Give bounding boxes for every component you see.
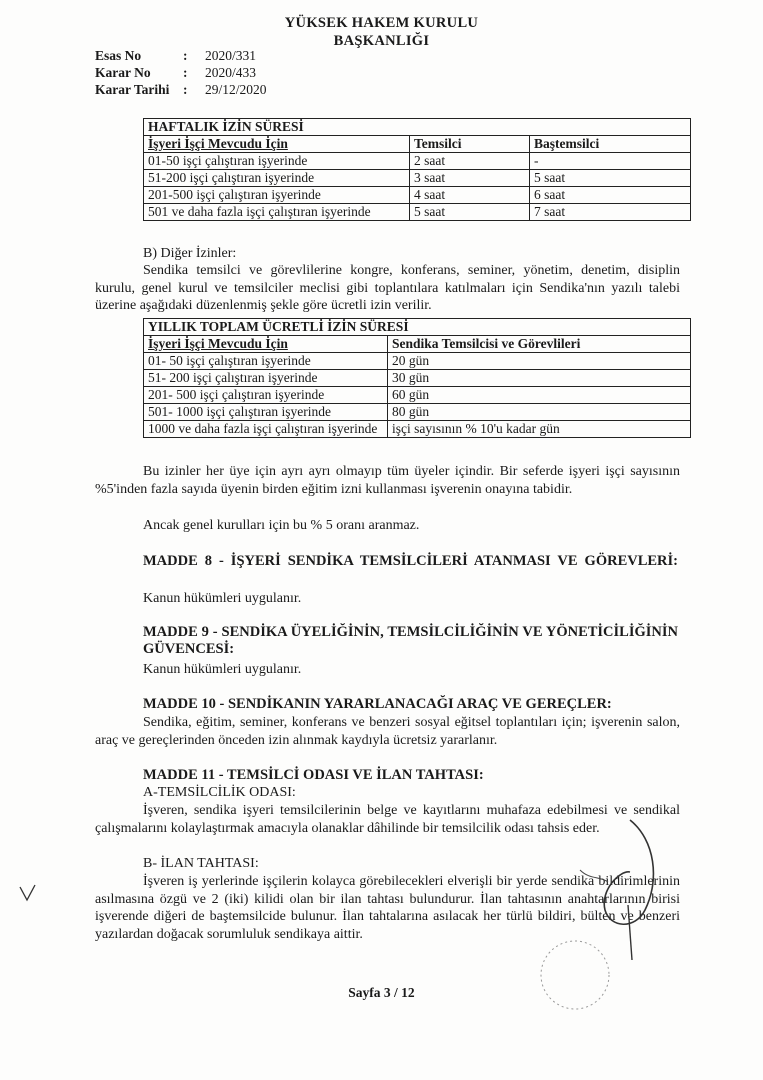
article-9-title: MADDE 9 - SENDİKA ÜYELİĞİNİN, TEMSİLCİLİĞİNİN VE YÖNETİCİLİĞİNİN GÜVENCESİ: — [143, 624, 678, 657]
table-cell: 4 saat — [410, 187, 530, 204]
table-cell: 60 gün — [388, 387, 691, 404]
table-cell: 80 gün — [388, 404, 691, 421]
table-cell: 501- 1000 işçi çalıştıran işyerinde — [144, 404, 388, 421]
table-cell: 20 gün — [388, 353, 691, 370]
article-11-title: MADDE 11 - TEMSİLCİ ODASI VE İLAN TAHTASI: — [143, 767, 484, 783]
table-cell: 01- 50 işçi çalıştıran işyerinde — [144, 353, 388, 370]
column-header: Baştemsilci — [530, 136, 691, 153]
column-header: Sendika Temsilcisi ve Görevlileri — [388, 336, 691, 353]
table-cell: 6 saat — [530, 187, 691, 204]
article-11-sub-a: A-TEMSİLCİLİK ODASI: — [143, 785, 296, 800]
table-row — [144, 204, 691, 221]
table-title: HAFTALIK İZİN SÜRESİ — [144, 119, 691, 136]
section-b-paragraph: Sendika temsilci ve görevlilerine kongre, konferans, seminer, yönetim, denetim, disiplin kurulu, genel kurul ve temsilciler meclisi gibi toplantılara katılmaları için Sendika'nın yazılı talebi üzerine aşağıdaki düzenlenmiş şekle göre ücretli izin verilir. — [95, 263, 680, 313]
article-11-paragraph-a: İşveren, sendika işyeri temsilcilerinin belge ve kayıtlarını muhafaza edebilmesi ve sendikal çalışmalarını kolaylaştırmak amacıyla olanaklar dâhilinde bir temsilcilik odası tahsis eder. — [95, 803, 680, 836]
section-b-heading: B) Diğer İzinler: — [143, 246, 237, 261]
table-cell: işçi sayısının % 10'u kadar gün — [388, 421, 691, 438]
table-cell: 201- 500 işçi çalıştıran işyerinde — [144, 387, 388, 404]
meta-label: Karar Tarihi — [95, 82, 170, 97]
meta-value: 2020/331 — [205, 48, 257, 63]
article-10-title: MADDE 10 - SENDİKANIN YARARLANACAĞI ARAÇ VE GEREÇLER: — [143, 696, 612, 712]
quorum-note-paragraph: Ancak genel kurulları için bu % 5 oranı aranmaz. — [143, 518, 420, 533]
department-title: BAŞKANLIĞI — [333, 33, 430, 49]
table-cell: 3 saat — [410, 170, 530, 187]
table-title: YILLIK TOPLAM ÜCRETLİ İZİN SÜRESİ — [144, 319, 691, 336]
article-10-body: Sendika, eğitim, seminer, konferans ve benzeri sosyal eğitsel toplantıları için; işverenin salon, araç ve gereçlerinden önceden izin alınmak kaydıyla ücretsiz yararlanır. — [95, 715, 680, 748]
table-cell: 7 saat — [530, 204, 691, 221]
table-cell: 51- 200 işçi çalıştıran işyerinde — [144, 370, 388, 387]
table-cell: 5 saat — [410, 204, 530, 221]
table-row — [144, 387, 691, 404]
table-row — [144, 370, 691, 387]
table-cell: 01-50 işçi çalıştıran işyerinde — [144, 153, 410, 170]
meta-karar-no: Karar No : 2020/433 — [95, 65, 257, 80]
meta-karar-tarihi: Karar Tarihi : 29/12/2020 — [95, 82, 267, 97]
meta-value: 2020/433 — [205, 65, 257, 80]
table-cell: 201-500 işçi çalıştıran işyerinde — [144, 187, 410, 204]
table-cell: 501 ve daha fazla işçi çalıştıran işyerinde — [144, 204, 410, 221]
article-11-sub-b: B- İLAN TAHTASI: — [143, 856, 259, 871]
table-row — [144, 353, 691, 370]
stamp-mark — [520, 935, 630, 1015]
table-cell: - — [530, 153, 691, 170]
meta-label: Esas No — [95, 48, 142, 63]
table-cell: 2 saat — [410, 153, 530, 170]
table-cell: 30 gün — [388, 370, 691, 387]
table-row — [144, 187, 691, 204]
meta-value: 29/12/2020 — [205, 82, 267, 97]
table-row — [144, 170, 691, 187]
meta-label: Karar No — [95, 65, 151, 80]
weekly-leave-table — [143, 118, 691, 221]
table-cell: 51-200 işçi çalıştıran işyerinde — [144, 170, 410, 187]
table-cell: 5 saat — [530, 170, 691, 187]
table-row — [144, 421, 691, 438]
article-9-body: Kanun hükümleri uygulanır. — [143, 662, 302, 677]
annual-leave-table — [143, 318, 691, 438]
institution-title: YÜKSEK HAKEM KURULU — [284, 15, 479, 31]
column-header: İşyeri İşçi Mevcudu İçin — [144, 336, 388, 353]
check-mark-icon — [18, 882, 38, 904]
leave-note-paragraph: Bu izinler her üye için ayrı ayrı olmayıp tüm üyeler içindir. Bir seferde işyeri işçi sayısının %5'inden fazla sayıda üyenin birden eğitim izni kullanması işverenin onayına tabidir. — [95, 464, 680, 497]
column-header: Temsilci — [410, 136, 530, 153]
table-row — [144, 404, 691, 421]
article-8-body: Kanun hükümleri uygulanır. — [143, 591, 302, 606]
table-cell: 1000 ve daha fazla işçi çalıştıran işyerinde — [144, 421, 388, 438]
meta-esas-no: Esas No : 2020/331 — [95, 48, 257, 63]
article-11-paragraph-b: İşveren iş yerlerinde işçilerin kolayca görebilecekleri elverişli bir yerde sendika bildirimlerinin asılmasına özgü ve 2 (iki) kilidi olan bir ilan tahtası bulundurur. İlan tahtasının anahtarlarının birisi işverende diğeri de baştemsilcide bulunur. İlan tahtalarına asılacak her türlü bildiri, bülten ve benzeri yazılardan doğacak sorumluluk sendikaya aittir. — [95, 874, 680, 942]
article-8-title: MADDE 8 - İŞYERİ SENDİKA TEMSİLCİLERİ ATANMASI VE GÖREVLERİ: — [143, 553, 678, 569]
column-header: İşyeri İşçi Mevcudu İçin — [144, 136, 410, 153]
page-number: Sayfa 3 / 12 — [348, 985, 415, 1000]
table-row — [144, 153, 691, 170]
